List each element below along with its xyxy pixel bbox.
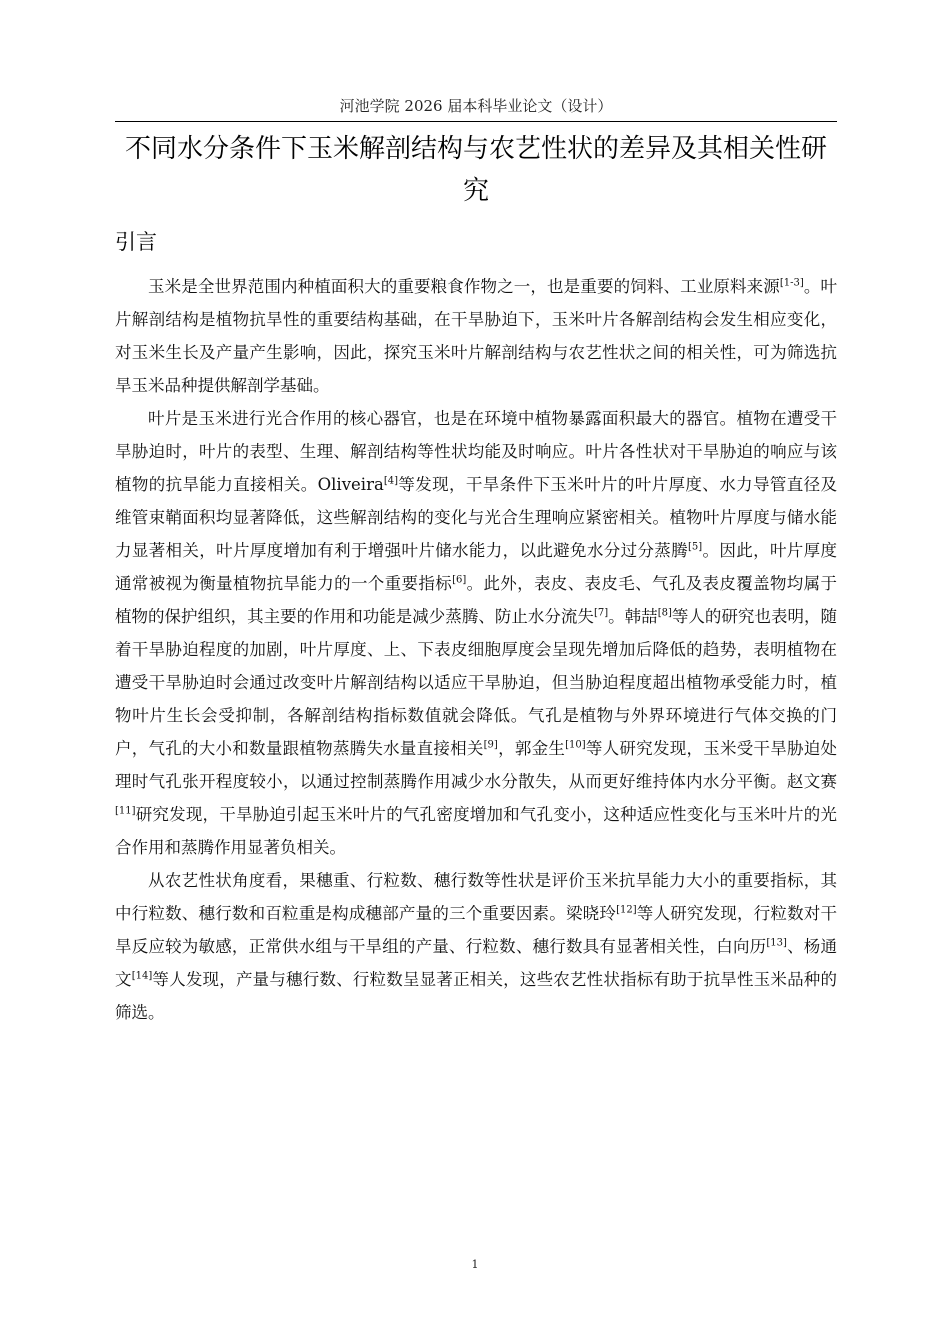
paragraph-text: 等人的研究也表明，随着干旱胁迫程度的加剧，叶片厚度、上、下表皮细胞厚度会呈现先增加后降低的趋势，表明植物在遭受干旱胁迫时会通过改变叶片解剖结构以适应干旱胁迫，但当胁迫程度超出植物承受能力时，植物叶片生长会受抑制，各解剖结构指标数值就会降低。气孔是植物与外界环境进行气体交换的门户，气孔的大小和数量跟植物蒸腾失水量直接相关: [115, 607, 838, 758]
paragraph-text: 玉米是全世界范围内种植面积大的重要粮食作物之一，也是重要的饲料、工业原料来源: [148, 277, 780, 296]
citation: [8]: [657, 607, 672, 619]
paragraph-text: 。此外，表皮、表皮毛、气孔及表皮覆盖物均属于植物的保护组织，其主要的作用和功能是减少蒸腾、防止水分流失: [115, 574, 838, 626]
paragraph-text: 。韩喆: [608, 607, 658, 626]
paragraph-text: 研究发现，干旱胁迫引起玉米叶片的气孔密度增加和气孔变小，这种适应性变化与玉米叶片的光合作用和蒸腾作用显著负相关。: [115, 805, 837, 857]
paragraph-text: 叶片是玉米进行光合作用的核心器官，也是在环境中植物暴露面积最大的器官。植物在遭受干旱胁迫时，叶片的表型、生理、解剖结构等性状均能及时响应。叶片各性状对干旱胁迫的响应与该植物的抗旱能力直接相关。Oliveira: [115, 409, 837, 494]
paragraph-text: 。因此，叶片厚度通常被视为衡量植物抗旱能力的一个重要指标: [115, 541, 838, 593]
citation: [5]: [688, 541, 703, 553]
citation: [4]: [383, 475, 398, 487]
header-rule: [115, 121, 837, 122]
citation: [13]: [766, 937, 787, 949]
paragraph-text: 等人发现，产量与穗行数、行粒数呈显著正相关，这些农艺性状指标有助于抗旱性玉米品种的筛选。: [115, 970, 838, 1022]
paragraph-text: 从农艺性状角度看，果穗重、行粒数、穗行数等性状是评价玉米抗旱能力大小的重要指标，其中行粒数、穗行数和百粒重是构成穗部产量的三个重要因素。梁晓玲: [115, 871, 837, 923]
paragraph: [115, 864, 837, 1029]
citation: [1-3]: [779, 277, 804, 289]
paragraph-text: 。叶片解剖结构是植物抗旱性的重要结构基础，在干旱胁迫下，玉米叶片各解剖结构会发生相应变化，对玉米生长及产量产生影响，因此，探究玉米叶片解剖结构与农艺性状之间的相关性，可为筛选抗旱玉米品种提供解剖学基础。: [115, 277, 838, 395]
citation: [10]: [565, 739, 586, 751]
page-number: 1: [471, 1258, 479, 1271]
citation: [11]: [115, 805, 136, 817]
document-title: 不同水分条件下玉米解剖结构与农艺性状的差异及其相关性研究: [124, 134, 827, 206]
citation: [9]: [483, 739, 498, 751]
paragraph-text: ，郭金生: [497, 739, 566, 758]
body-text: [115, 270, 837, 1029]
paragraph-text: 、杨通文: [115, 937, 838, 989]
citation: [12]: [616, 904, 637, 916]
citation: [7]: [593, 607, 609, 619]
citation: [6]: [452, 574, 467, 586]
paragraph-text: 等发现，干旱条件下玉米叶片的叶片厚度、水力导管直径及维管束鞘面积均显著降低，这些解剖结构的变化与光合生理响应紧密相关。植物叶片厚度与储水能力显著相关，叶片厚度增加有利于增强叶片储水能力，以此避免水分过分蒸腾: [115, 475, 838, 560]
paragraph: [115, 402, 837, 864]
running-header: 河池学院 2026 届本科毕业论文（设计）: [339, 97, 613, 115]
section-heading: 引言: [115, 230, 157, 254]
paragraph: [115, 270, 837, 402]
paragraph-text: 等人研究发现，玉米受干旱胁迫处理时气孔张开程度较小，以通过控制蒸腾作用减少水分散失，从而更好维持体内水分平衡。赵文赛: [115, 739, 838, 791]
citation: [14]: [131, 970, 153, 982]
paragraph-text: 等人研究发现，行粒数对干旱反应较为敏感，正常供水组与干旱组的产量、行粒数、穗行数具有显著相关性，白向历: [115, 904, 838, 956]
